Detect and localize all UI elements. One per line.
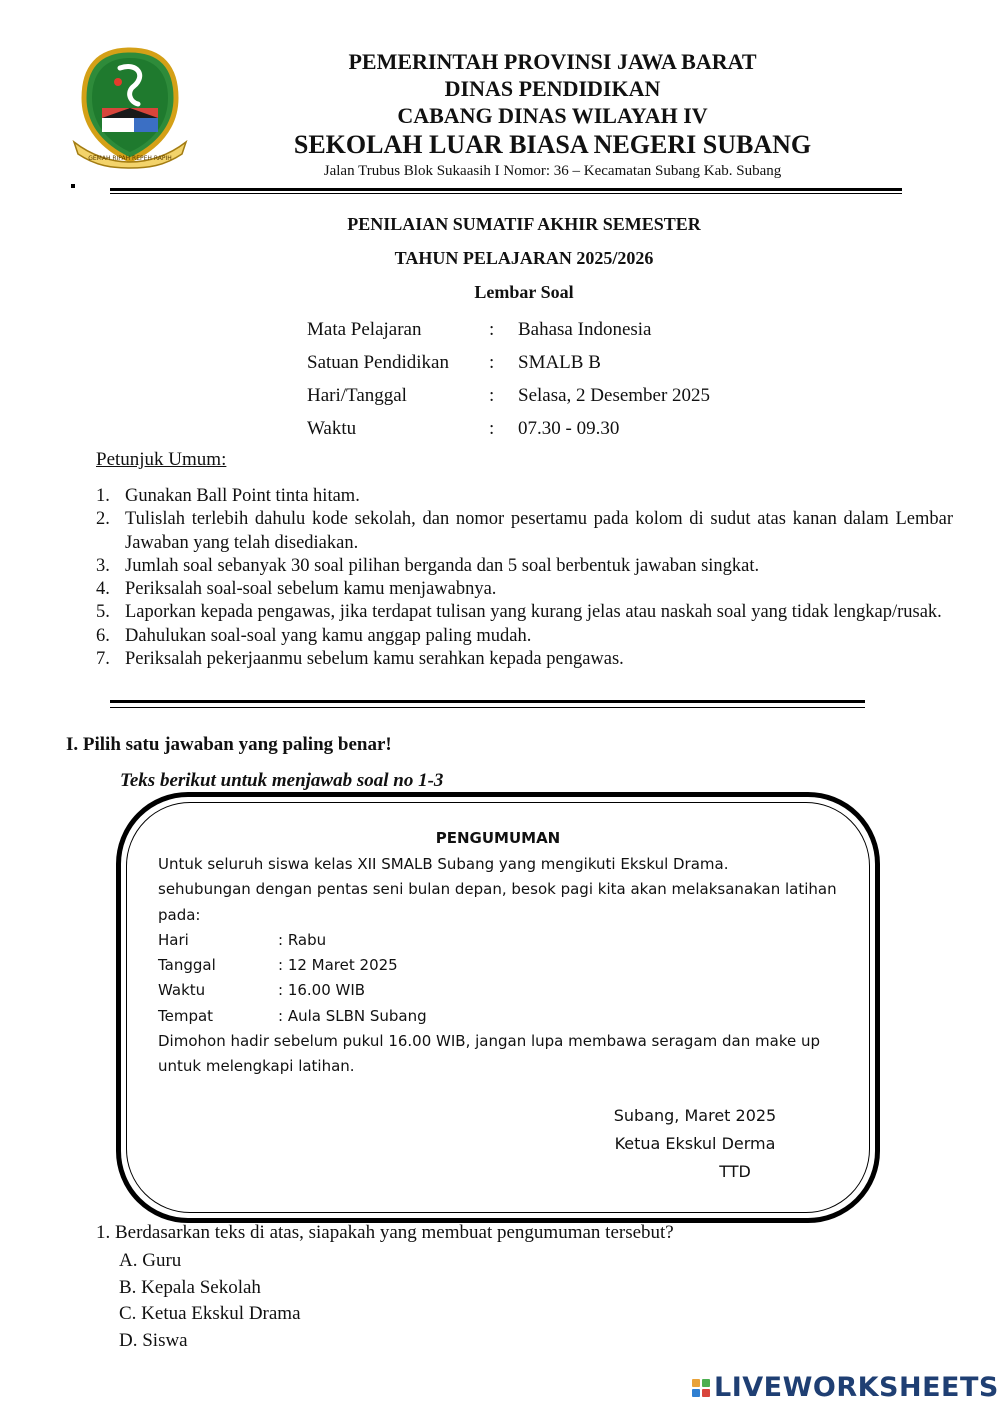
detail-value: : Aula SLBN Subang	[278, 1006, 427, 1025]
info-value: Bahasa Indonesia	[518, 318, 652, 340]
answer-option-b[interactable]: B. Kepala Sekolah	[119, 1276, 261, 1298]
section-heading: I. Pilih satu jawaban yang paling benar!	[66, 734, 392, 755]
branch-line: CABANG DINAS WILAYAH IV	[397, 103, 708, 128]
list-text: Jumlah soal sebanyak 30 soal pilihan berganda dan 5 soal berbentuk jawaban singkat.	[125, 555, 760, 576]
signature-mark: TTD	[719, 1162, 751, 1181]
list-item	[96, 601, 953, 624]
signer-title: Ketua Ekskul Derma	[614, 1134, 776, 1153]
detail-label: Hari	[158, 930, 189, 949]
answer-option-d[interactable]: D. Siswa	[119, 1330, 188, 1352]
detail-label: Waktu	[158, 981, 206, 1000]
letterhead	[250, 48, 855, 181]
info-row-time	[307, 412, 710, 445]
list-number: 1.	[96, 486, 110, 506]
answer-option-a[interactable]: A. Guru	[119, 1250, 182, 1271]
announcement-body	[158, 852, 848, 1080]
list-text: Dahulukan soal-soal yang kamu anggap paling mudah.	[125, 625, 532, 646]
list-text: Periksalah soal-soal sebelum kamu menjawabnya.	[125, 579, 497, 600]
instructions-list	[96, 485, 953, 671]
announcement-line: untuk melengkapi latihan.	[158, 1057, 355, 1076]
announcement-line: Dimohon hadir sebelum pukul 16.00 WIB, jangan lupa membawa seragam dan make up	[158, 1032, 820, 1051]
announcement-line: pada:	[158, 905, 201, 924]
info-label: Satuan Pendidikan	[307, 351, 449, 373]
info-value: Selasa, 2 Desember 2025	[518, 384, 711, 406]
info-label: Hari/Tanggal	[307, 384, 407, 406]
announcement-detail-row	[158, 953, 848, 978]
list-text: Laporkan kepada pengawas, jika terdapat tulisan yang kurang jelas atau naskah soal yang tidak lengkap/rusak.	[125, 602, 942, 623]
section-subheading: Teks berikut untuk menjawab soal no 1-3	[120, 770, 444, 791]
list-item	[96, 555, 953, 578]
list-number: 5.	[96, 602, 110, 623]
list-item	[96, 648, 953, 671]
list-item	[96, 485, 953, 508]
letterhead-divider-thin	[110, 193, 902, 194]
list-item	[96, 508, 953, 555]
place-date: Subang, Maret 2025	[613, 1106, 777, 1125]
answer-options	[119, 1248, 301, 1355]
list-item	[96, 625, 953, 648]
school-name: SEKOLAH LUAR BIASA NEGERI SUBANG	[293, 130, 812, 159]
announcement-line: Untuk seluruh siswa kelas XII SMALB Subang yang mengikuti Ekskul Drama.	[158, 855, 729, 873]
question-text: 1. Berdasarkan teks di atas, siapakah yang membuat pengumuman tersebut?	[96, 1222, 674, 1243]
svg-text:GEMAH RIPAH REPEH RAPIH: GEMAH RIPAH REPEH RAPIH	[88, 155, 172, 162]
info-colon: :	[489, 384, 495, 406]
instructions-heading: Petunjuk Umum:	[96, 449, 227, 470]
list-number: 4.	[96, 579, 110, 600]
detail-label: Tempat	[158, 1006, 214, 1025]
department-line: DINAS PENDIDIKAN	[444, 76, 661, 101]
school-address: Jalan Trubus Blok Sukaasih I Nomor: 36 – Kecamatan Subang Kab. Subang	[323, 163, 782, 179]
announcement-signature-block	[560, 1102, 830, 1186]
margin-dot	[71, 184, 75, 188]
info-label: Waktu	[307, 417, 357, 439]
answer-option-c[interactable]: C. Ketua Ekskul Drama	[119, 1303, 301, 1325]
list-text: Periksalah pekerjaanmu sebelum kamu serahkan kepada pengawas.	[125, 649, 624, 670]
section-divider	[110, 700, 865, 703]
list-number: 6.	[96, 625, 110, 646]
exam-title: PENILAIAN SUMATIF AKHIR SEMESTER	[347, 214, 701, 234]
list-number: 3.	[96, 555, 110, 576]
info-row-subject	[307, 313, 710, 346]
info-colon: :	[489, 318, 495, 340]
announcement-detail-row	[158, 928, 848, 953]
announcement-detail-row	[158, 978, 848, 1003]
list-text: Gunakan Ball Point tinta hitam.	[125, 486, 360, 506]
detail-value: : 16.00 WIB	[278, 981, 366, 1000]
info-colon: :	[489, 417, 495, 439]
announcement-title: PENGUMUMAN	[435, 829, 561, 847]
liveworksheets-logo-text: LIVEWORKSHEETS	[714, 1372, 999, 1403]
section-divider-thin	[110, 707, 865, 708]
info-label: Mata Pelajaran	[307, 318, 422, 340]
exam-year: TAHUN PELAJARAN 2025/2026	[394, 248, 654, 268]
detail-value: : Rabu	[278, 930, 327, 949]
info-colon: :	[489, 351, 495, 373]
liveworksheets-watermark	[692, 1372, 999, 1403]
liveworksheets-icon	[692, 1379, 710, 1397]
announcement-line: sehubungan dengan pentas seni bulan depan, besok pagi kita akan melaksanakan latihan	[158, 880, 837, 899]
info-row-date	[307, 379, 710, 412]
list-number: 7.	[96, 649, 110, 670]
announcement-detail-row	[158, 1004, 848, 1029]
list-item	[96, 578, 953, 601]
info-row-level	[307, 346, 710, 379]
list-number: 2.	[96, 509, 110, 530]
government-line: PEMERINTAH PROVINSI JAWA BARAT	[348, 49, 757, 74]
exam-info-table	[307, 313, 710, 445]
sheet-title: Lembar Soal	[474, 282, 574, 302]
west-java-emblem-logo	[72, 46, 188, 170]
info-value: SMALB B	[518, 351, 601, 373]
info-value: 07.30 - 09.30	[518, 417, 620, 439]
detail-label: Tanggal	[158, 956, 216, 975]
letterhead-divider	[110, 188, 902, 191]
detail-value: : 12 Maret 2025	[278, 956, 398, 975]
list-text: Tulislah terlebih dahulu kode sekolah, dan nomor pesertamu pada kolom di sudut atas kanan dalam Lembar Jawaban yang telah disediakan.	[125, 509, 953, 553]
